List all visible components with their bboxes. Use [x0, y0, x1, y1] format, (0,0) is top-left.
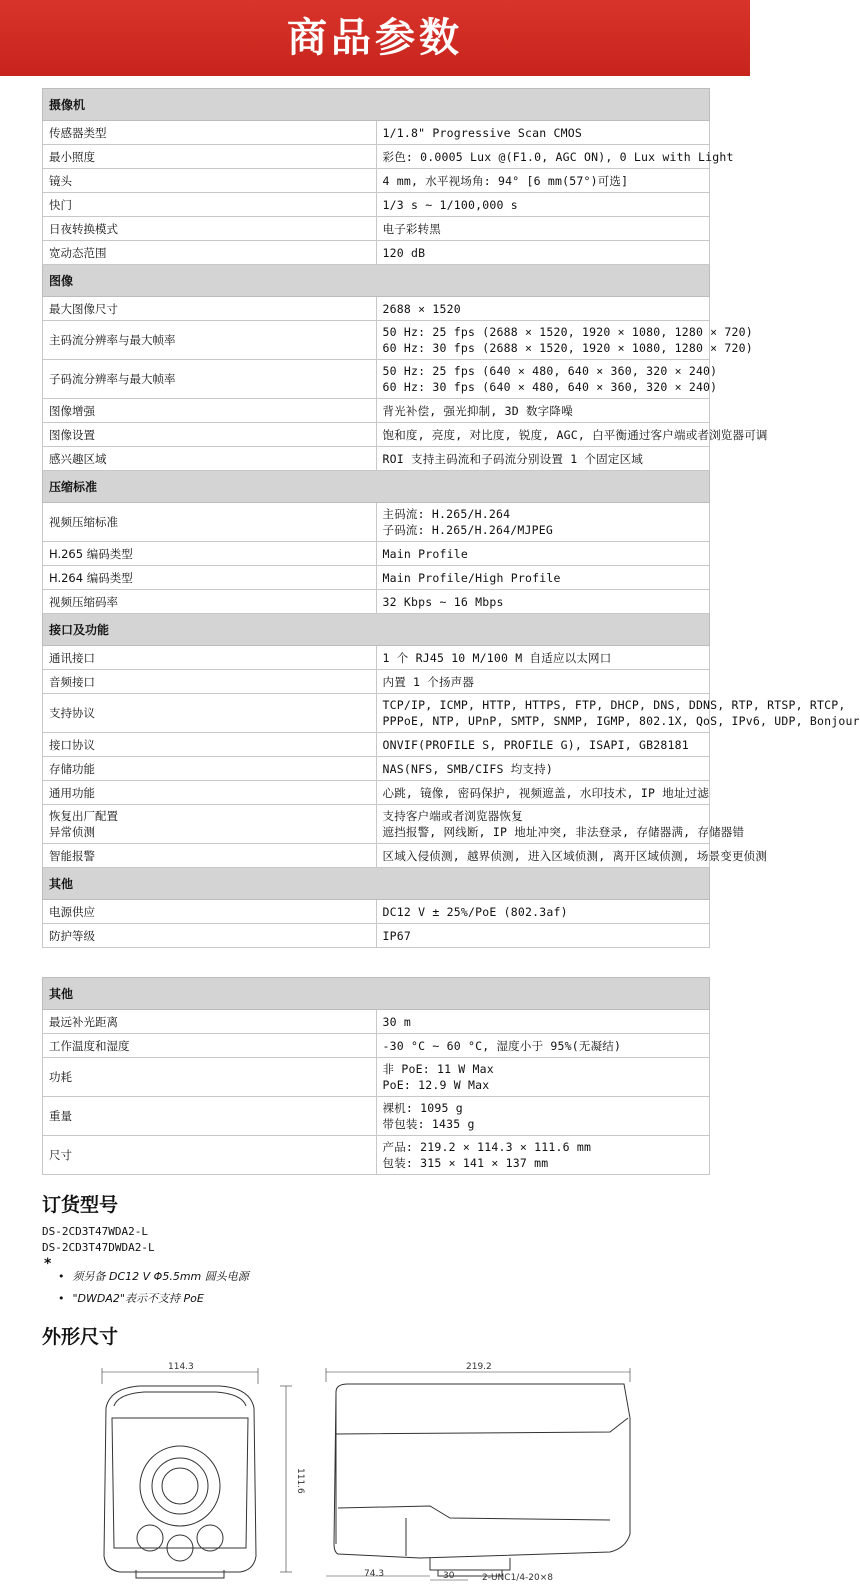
spec-value-line: 1 个 RJ45 10 M/100 M 自适应以太网口	[382, 650, 612, 665]
spec-label	[43, 590, 377, 614]
spec-value-line: 30 m	[382, 1014, 411, 1029]
spec-label	[43, 399, 377, 423]
spec-row	[43, 423, 710, 447]
spec-value	[376, 217, 710, 241]
thread-label: 2-UNC1/4-20×8	[482, 1573, 554, 1583]
spec-label-text: 功耗	[49, 1070, 72, 1084]
spec-label	[43, 121, 377, 145]
banner-title: 商品参数	[0, 0, 750, 76]
spec-value-line: 50 Hz: 25 fps (2688 × 1520, 1920 × 1080, 1280 × 720)	[382, 325, 753, 339]
dimensions-title: 外形尺寸	[42, 1326, 119, 1348]
spec-row	[43, 590, 710, 614]
spec-label-text: 图像设置	[49, 427, 95, 442]
spec-label	[43, 646, 377, 670]
spec-row	[43, 1058, 710, 1097]
spec-label-text: 传感器类型	[49, 125, 107, 140]
spec-label-text: 智能报警	[49, 848, 95, 863]
section-header	[43, 265, 710, 297]
spec-label	[43, 805, 377, 844]
spec-value-line: 支持客户端或者浏览器恢复	[382, 809, 523, 823]
spec-label	[43, 566, 377, 590]
section-header	[43, 471, 710, 503]
spec-row	[43, 805, 710, 844]
spec-label	[43, 321, 377, 360]
spec-label-text: 子码流分辨率与最大帧率	[49, 372, 176, 386]
spec-label-text: 感兴趣区域	[49, 451, 107, 466]
spec-value	[376, 503, 710, 542]
spec-row	[43, 321, 710, 360]
spec-label	[43, 1058, 377, 1097]
spec-row	[43, 757, 710, 781]
spec-label	[43, 217, 377, 241]
spec-value	[376, 423, 768, 447]
spec-value	[376, 1034, 710, 1058]
spec-row	[43, 121, 710, 145]
spec-label-text: 通用功能	[49, 785, 95, 800]
spec-label	[43, 503, 377, 542]
section-title: 接口及功能	[43, 614, 710, 646]
spec-row	[43, 924, 710, 948]
spec-value	[376, 1010, 710, 1034]
spec-value-line: ONVIF(PROFILE S, PROFILE G), ISAPI, GB28181	[382, 737, 689, 752]
spec-row	[43, 217, 710, 241]
spec-label	[43, 297, 377, 321]
front-view	[102, 1362, 305, 1578]
side-offset-label: 74.3	[364, 1569, 385, 1579]
spec-row	[43, 360, 710, 399]
spec-value	[376, 145, 734, 169]
order-notes	[58, 1266, 249, 1310]
spec-value	[376, 670, 710, 694]
spec-value	[376, 542, 710, 566]
spec-label-text: H.265 编码类型	[49, 546, 133, 561]
spec-row	[43, 1097, 710, 1136]
spec-label	[43, 1010, 377, 1034]
spec-row	[43, 566, 710, 590]
spec-value-line: 子码流: H.265/H.264/MJPEG	[382, 523, 553, 537]
spec-row	[43, 542, 710, 566]
spec-row	[43, 169, 710, 193]
spec-row	[43, 241, 710, 265]
spec-label-text: 视频压缩标准	[49, 515, 118, 529]
spec-row	[43, 781, 710, 805]
spec-label-text: 接口协议	[49, 737, 95, 752]
spec-value-line: 50 Hz: 25 fps (640 × 480, 640 × 360, 320 × 240)	[382, 364, 718, 378]
spec-value	[376, 733, 710, 757]
spec-value-line: 32 Kbps ~ 16 Mbps	[382, 594, 504, 609]
spec-value-line: 心跳, 镜像, 密码保护, 视频遮盖, 水印技术, IP 地址过滤	[382, 785, 710, 800]
spec-value-line: 产品: 219.2 × 114.3 × 111.6 mm	[382, 1140, 592, 1154]
spec-value-line: 遮挡报警, 网线断, IP 地址冲突, 非法登录, 存储器满, 存储器错	[382, 825, 745, 839]
spec-label	[43, 1097, 377, 1136]
note-item: • 须另备 DC12 V Φ5.5mm 圆头电源	[58, 1266, 249, 1288]
spec-value-line: PPPoE, NTP, UPnP, SMTP, SNMP, IGMP, 802.1X, QoS, IPv6, UDP, Bonjour	[382, 714, 860, 728]
spec-value-line: 2688 × 1520	[382, 301, 461, 316]
spec-label	[43, 670, 377, 694]
spec-label	[43, 542, 377, 566]
section-header	[43, 614, 710, 646]
spec-label	[43, 781, 377, 805]
spec-row	[43, 646, 710, 670]
section-title: 摄像机	[43, 89, 710, 121]
section-title: 图像	[43, 265, 710, 297]
spec-row	[43, 447, 710, 471]
spec-value-line: 60 Hz: 30 fps (2688 × 1520, 1920 × 1080, 1280 × 720)	[382, 341, 753, 355]
spec-value-line: 区域入侵侦测, 越界侦测, 进入区域侦测, 离开区域侦测, 场景变更侦测	[382, 848, 768, 863]
spec-value-line: DC12 V ± 25%/PoE (802.3af)	[382, 904, 568, 919]
spec-value-line: 120 dB	[382, 245, 426, 260]
spec-label	[43, 757, 377, 781]
spec-value	[376, 241, 710, 265]
spec-value-line: PoE: 12.9 W Max	[382, 1078, 490, 1092]
spec-value	[376, 321, 753, 360]
spec-label-text: 重量	[49, 1109, 72, 1123]
note-item: • "DWDA2"表示不支持 PoE	[58, 1288, 249, 1310]
side-length-label: 219.2	[466, 1362, 492, 1372]
side-view	[326, 1362, 630, 1583]
spec-value-line: 1/3 s ~ 1/100,000 s	[382, 197, 518, 212]
spec-value	[376, 1058, 710, 1097]
spec-label-text: H.264 编码类型	[49, 570, 133, 585]
spec-label	[43, 423, 377, 447]
spec-value-line: 饱和度, 亮度, 对比度, 锐度, AGC, 白平衡通过客户端或者浏览器可调	[382, 427, 768, 442]
spec-value	[376, 399, 710, 423]
spec-value	[376, 169, 710, 193]
section-header	[43, 978, 710, 1010]
spec-value-line: 1/1.8" Progressive Scan CMOS	[382, 125, 582, 140]
section-title: 其他	[43, 978, 710, 1010]
order-title: 订货型号	[42, 1194, 119, 1216]
section-header	[43, 868, 710, 900]
front-height-label: 111.6	[295, 1468, 305, 1494]
spec-value	[376, 694, 860, 733]
spec-label-text: 快门	[49, 197, 72, 212]
spec-table-other	[42, 977, 710, 1175]
spec-value	[376, 297, 710, 321]
spec-value-line: ROI 支持主码流和子码流分别设置 1 个固定区域	[382, 451, 643, 466]
spec-label-text: 日夜转换模式	[49, 221, 118, 236]
spec-value-line: 电子彩转黑	[382, 221, 441, 236]
spec-row	[43, 694, 710, 733]
spec-label	[43, 694, 377, 733]
spec-value	[376, 566, 710, 590]
spec-row	[43, 1034, 710, 1058]
section-title: 其他	[43, 868, 710, 900]
spec-value-line: 主码流: H.265/H.264	[382, 507, 511, 521]
spec-label	[43, 169, 377, 193]
spec-label-text: 最远补光距离	[49, 1014, 118, 1029]
spec-value-line: -30 °C ~ 60 °C, 湿度小于 95%(无凝结)	[382, 1038, 622, 1053]
spec-value	[376, 193, 710, 217]
spec-label	[43, 145, 377, 169]
spec-label-text: 防护等级	[49, 928, 95, 943]
side-mount-label: 30	[443, 1571, 455, 1581]
spec-label	[43, 360, 377, 399]
model-number: DS-2CD3T47DWDA2-L	[42, 1241, 155, 1254]
spec-label-text: 通讯接口	[49, 650, 95, 665]
spec-row	[43, 1010, 710, 1034]
spec-value	[376, 360, 718, 399]
spec-value	[376, 121, 710, 145]
spec-label	[43, 1034, 377, 1058]
spec-label-text: 电源供应	[49, 904, 95, 919]
spec-value-line: Main Profile	[382, 546, 468, 561]
spec-value-line: 带包装: 1435 g	[382, 1117, 475, 1131]
spec-label-text: 最小照度	[49, 149, 95, 164]
spec-label	[43, 844, 377, 868]
spec-value	[376, 646, 710, 670]
spec-label-text: 宽动态范围	[49, 245, 107, 260]
spec-value-line: 彩色: 0.0005 Lux @(F1.0, AGC ON), 0 Lux with Light	[382, 149, 734, 164]
spec-label-text: 视频压缩码率	[49, 594, 118, 609]
spec-label-text: 音频接口	[49, 674, 95, 689]
spec-value	[376, 924, 710, 948]
spec-label	[43, 900, 377, 924]
spec-label-text: 图像增强	[49, 403, 95, 418]
spec-row	[43, 145, 710, 169]
spec-value-line: NAS(NFS, SMB/CIFS 均支持)	[382, 761, 553, 776]
note-star: *	[44, 1256, 52, 1272]
spec-label	[43, 733, 377, 757]
spec-label-text: 尺寸	[49, 1148, 72, 1162]
spec-value	[376, 1136, 710, 1175]
spec-row	[43, 900, 710, 924]
spec-row	[43, 193, 710, 217]
spec-label-text: 工作温度和湿度	[49, 1038, 130, 1053]
model-list	[42, 1224, 155, 1256]
spec-row	[43, 733, 710, 757]
spec-label-text: 最大图像尺寸	[49, 301, 118, 316]
spec-row	[43, 844, 710, 868]
spec-label-text: 支持协议	[49, 706, 95, 720]
model-number: DS-2CD3T47WDA2-L	[42, 1225, 148, 1238]
spec-value-line: 非 PoE: 11 W Max	[382, 1062, 494, 1076]
spec-value-line: TCP/IP, ICMP, HTTP, HTTPS, FTP, DHCP, DNS, DDNS, RTP, RTSP, RTCP,	[382, 698, 846, 712]
spec-row	[43, 399, 710, 423]
dimension-drawing	[90, 1358, 650, 1584]
section-header	[43, 89, 710, 121]
front-width-label: 114.3	[168, 1362, 194, 1372]
spec-label-text: 恢复出厂配置	[49, 809, 118, 823]
spec-row	[43, 297, 710, 321]
spec-label-text: 主码流分辨率与最大帧率	[49, 333, 176, 347]
spec-label	[43, 447, 377, 471]
spec-label	[43, 1136, 377, 1175]
spec-label	[43, 924, 377, 948]
spec-value	[376, 900, 710, 924]
spec-value-line: IP67	[382, 928, 411, 943]
spec-row	[43, 503, 710, 542]
spec-value-line: 4 mm, 水平视场角: 94° [6 mm(57°)可选]	[382, 173, 629, 188]
spec-label-text: 异常侦测	[49, 825, 95, 839]
spec-value-line: 裸机: 1095 g	[382, 1101, 463, 1115]
spec-row	[43, 1136, 710, 1175]
spec-label-text: 存储功能	[49, 761, 95, 776]
spec-row	[43, 670, 710, 694]
spec-value-line: 60 Hz: 30 fps (640 × 480, 640 × 360, 320 × 240)	[382, 380, 718, 394]
spec-value	[376, 805, 745, 844]
spec-value-line: 包装: 315 × 141 × 137 mm	[382, 1156, 549, 1170]
spec-value-line: 内置 1 个扬声器	[382, 674, 475, 689]
spec-value-line: Main Profile/High Profile	[382, 570, 561, 585]
spec-value	[376, 590, 710, 614]
spec-value	[376, 781, 710, 805]
spec-value	[376, 757, 710, 781]
section-title: 压缩标准	[43, 471, 710, 503]
spec-value-line: 背光补偿, 强光抑制, 3D 数字降噪	[382, 403, 573, 418]
spec-value	[376, 844, 768, 868]
spec-label-text: 镜头	[49, 173, 72, 188]
spec-value	[376, 1097, 710, 1136]
spec-label	[43, 193, 377, 217]
spec-label	[43, 241, 377, 265]
spec-value	[376, 447, 710, 471]
spec-table-main	[42, 88, 860, 948]
